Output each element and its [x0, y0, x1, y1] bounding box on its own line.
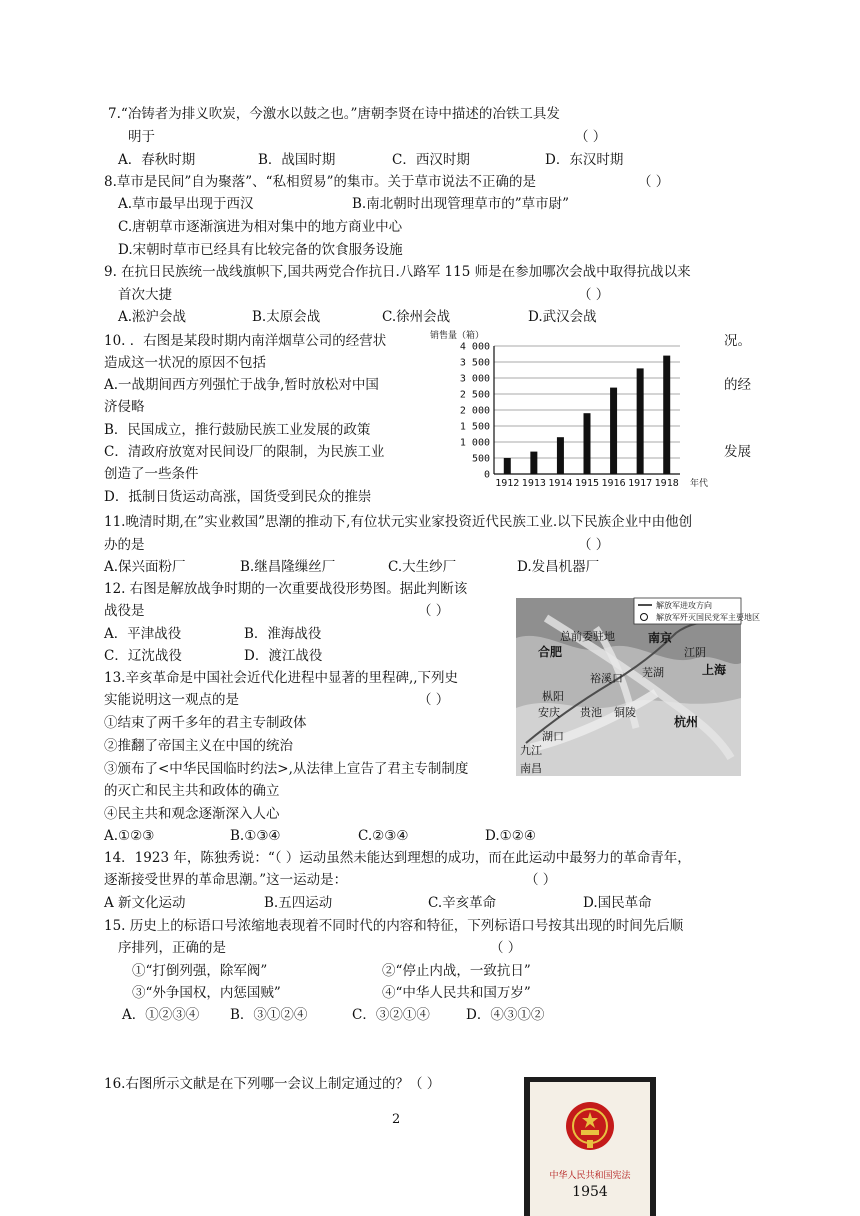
- chart-x-label: 年代: [690, 479, 709, 489]
- q13-item-1: ①结束了两千多年的君主专制政体: [104, 715, 307, 731]
- q9-option-a: A.淞沪会战: [118, 309, 187, 325]
- national-emblem-icon: [564, 1100, 616, 1152]
- constitution-cover-image: [524, 1077, 656, 1216]
- q11-answer-bracket: （ ）: [578, 537, 610, 553]
- q11-stem-line2: 办的是: [104, 537, 145, 553]
- q11-option-a: A.保兴面粉厂: [104, 559, 186, 575]
- q11-option-b: B.继昌隆缫丝厂: [240, 559, 336, 575]
- map-label-hq: 总前委驻地: [560, 630, 615, 643]
- q9-option-b: B.太原会战: [252, 309, 321, 325]
- q14-option-c: C.辛亥革命: [428, 895, 497, 911]
- q13-item-3-cont: 的灭亡和民主共和政体的确立: [104, 783, 280, 799]
- q9-option-d: D.武汉会战: [528, 309, 597, 325]
- q13-item-4: ④民主共和观念逐渐深入人心: [104, 806, 280, 822]
- chart-y-tick-label: 2 000: [459, 405, 490, 417]
- map-label-shanghai: 上海: [702, 663, 727, 677]
- q8-option-c: C.唐朝草市逐渐演进为相对集中的地方商业中心: [118, 219, 403, 235]
- chart-bar-1913: [530, 452, 537, 474]
- q13-answer-bracket: （ ）: [418, 692, 450, 708]
- chart-x-tick-label: 1916: [601, 478, 626, 489]
- q9-answer-bracket: （ ）: [578, 287, 610, 303]
- chart-bar-1918: [663, 356, 670, 474]
- q13-option-b: B.①③④: [230, 828, 281, 844]
- map-label-nanchang: 南昌: [520, 762, 542, 775]
- chart-y-tick-label: 4 000: [459, 341, 490, 353]
- map-label-hefei: 合肥: [538, 645, 563, 659]
- q7-option-c: C．西汉时期: [392, 152, 470, 168]
- q7-stem-line1: 7.“冶铸者为排义吹炭，今激水以鼓之也。”唐朝李贤在诗中描述的冶铁工具发: [108, 106, 560, 122]
- sales-bar-chart: [428, 326, 720, 494]
- q14-option-a: A 新文化运动: [104, 895, 186, 911]
- q13-stem-line2: 实能说明这一观点的是: [104, 692, 239, 708]
- q8-stem: 8.草市是民间”自为聚落”、“私相贸易”的集市。关于草市说法不正确的是: [104, 174, 536, 190]
- q15-slogan-4: ④“中华人民共和国万岁”: [382, 985, 531, 1001]
- map-label-wuhu: 芜湖: [642, 666, 664, 679]
- q10-option-a-line1-end: 的经: [724, 377, 751, 393]
- q12-option-b: B．淮海战役: [244, 626, 322, 642]
- q7-option-d: D．东汉时期: [545, 152, 624, 168]
- q9-stem-line1: 9. 在抗日民族统一战线旗帜下,国共两党合作抗日.八路军 115 师是在参加哪次会战中取得抗战以来: [104, 264, 691, 280]
- chart-x-tick-label: 1914: [548, 478, 573, 489]
- battle-situation-map: [516, 598, 760, 776]
- chart-y-tick-label: 3 500: [459, 357, 490, 369]
- q15-slogan-2: ②“停止内战，一致抗日”: [382, 963, 531, 979]
- q7-option-b: B．战国时期: [258, 152, 336, 168]
- q7-option-a: A．春秋时期: [118, 152, 196, 168]
- q15-answer-bracket: （ ）: [490, 940, 522, 956]
- q12-option-a: A．平津战役: [104, 626, 182, 642]
- page-number: 2: [392, 1112, 401, 1127]
- chart-y-tick-label: 500: [471, 453, 490, 465]
- q10-option-b: B．民国成立，推行鼓励民族工业发展的政策: [104, 422, 371, 438]
- chart-bar-1914: [557, 437, 564, 474]
- chart-bar-1912: [504, 458, 511, 474]
- q15-stem-line2: 序排列，正确的是: [118, 940, 226, 956]
- cover-page: [530, 1082, 650, 1216]
- q14-option-d: D.国民革命: [583, 895, 652, 911]
- q8-option-b: B.南北朝时出现管理草市的”草市尉”: [352, 196, 570, 212]
- q7-answer-bracket: （ ）: [575, 129, 607, 145]
- q12-stem-line2: 战役是: [104, 603, 145, 619]
- q13-stem-line1: 13.辛亥革命是中国社会近代化进程中显著的里程碑,,下列史: [104, 670, 459, 686]
- q11-option-c: C.大生纱厂: [388, 559, 457, 575]
- q9-stem-line2: 首次大捷: [118, 287, 172, 303]
- q15-stem-line1: 15. 历史上的标语口号浓缩地表现着不同时代的内容和特征，下列标语口号按其出现的时间先后顺: [104, 918, 684, 934]
- q13-item-2: ②推翻了帝国主义在中国的统治: [104, 738, 293, 754]
- q14-stem-line2: 逐渐接受世界的革命思潮。”这一运动是：: [104, 872, 348, 888]
- map-label-yuxikou: 裕溪口: [590, 672, 623, 685]
- q16-stem: 16.右图所示文献是在下列哪一会议上制定通过的？（ ）: [104, 1076, 441, 1092]
- q10-option-c-line1: C．清政府放宽对民间设厂的限制，为民族工业: [104, 444, 385, 460]
- q15-option-a: A．①②③④: [122, 1007, 200, 1023]
- map-label-jiangyin: 江阴: [684, 646, 706, 659]
- chart-y-tick-label: 1 500: [459, 421, 490, 433]
- chart-y-label: 销售量（箱）: [430, 331, 485, 341]
- q15-option-c: C．③②①④: [352, 1007, 430, 1023]
- map-label-tongling: 铜陵: [614, 706, 636, 719]
- q9-option-c: C.徐州会战: [382, 309, 451, 325]
- map-label-guichi: 贵池: [580, 706, 602, 719]
- q10-option-c-line1-end: 发展: [724, 444, 751, 460]
- cover-title: 中华人民共和国宪法: [549, 1171, 631, 1181]
- q10-option-d: D．抵制日货运动高涨，国货受到民众的推崇: [104, 489, 372, 505]
- q7-stem-line2: 明于: [128, 129, 155, 145]
- q10-option-a-line1: A.一战期间西方列强忙于战争,暂时放松对中国: [104, 377, 379, 393]
- legend-item-annihilate: 解放军歼灭国民党军主要地区: [656, 613, 760, 622]
- q15-slogan-1: ①“打倒列强，除军阀”: [132, 963, 268, 979]
- q12-stem-line1: 12. 右图是解放战争时期的一次重要战役形势图。据此判断该: [104, 581, 468, 597]
- map-label-anqing: 安庆: [538, 706, 560, 719]
- q13-option-c: C.②③④: [358, 828, 409, 844]
- q8-answer-bracket: （ ）: [638, 174, 670, 190]
- q12-option-c: C．辽沈战役: [104, 648, 182, 664]
- chart-bar-1916: [610, 388, 617, 474]
- q8-option-d: D.宋朝时草市已经具有比较完备的饮食服务设施: [118, 242, 403, 258]
- map-label-zongyang: 枞阳: [542, 690, 564, 703]
- q10-stem-line1-end: 况。: [724, 333, 751, 349]
- chart-x-tick-label: 1918: [654, 478, 679, 489]
- q15-option-d: D．④③①②: [466, 1007, 545, 1023]
- q11-option-d: D.发昌机器厂: [517, 559, 600, 575]
- q10-option-c-line2: 创造了一些条件: [104, 466, 199, 482]
- chart-bar-1915: [584, 413, 591, 474]
- chart-bars: [504, 356, 670, 474]
- q10-stem-line1: 10. ．右图是某段时期内南洋烟草公司的经营状: [104, 333, 387, 349]
- q12-option-d: D．渡江战役: [244, 648, 323, 664]
- chart-y-tick-label: 1 000: [459, 437, 490, 449]
- q14-option-b: B.五四运动: [264, 895, 333, 911]
- q13-option-a: A.①②③: [104, 828, 155, 844]
- q15-option-b: B．③①②④: [230, 1007, 308, 1023]
- map-label-nanjing: 南京: [648, 631, 673, 645]
- chart-y-tick-label: 2 500: [459, 389, 490, 401]
- legend-item-attack: 解放军进攻方向: [656, 601, 712, 610]
- map-label-hukou: 湖口: [542, 730, 564, 743]
- chart-x-tick-label: 1912: [495, 478, 520, 489]
- q13-option-d: D.①②④: [485, 828, 536, 844]
- chart-x-ticks: [495, 478, 679, 489]
- q14-stem-line1: 14．1923 年，陈独秀说：“（ ）运动虽然未能达到理想的成功，而在此运动中最努力的革命青年，: [104, 850, 691, 866]
- q8-option-a: A.草市最早出现于西汉: [118, 196, 254, 212]
- q10-option-a-line2: 济侵略: [104, 399, 145, 415]
- chart-x-tick-label: 1913: [521, 478, 546, 489]
- map-label-jiujiang: 九江: [520, 744, 542, 757]
- q11-stem-line1: 11.晚清时期,在”实业救国”思潮的推动下,有位状元实业家投资近代民族工业.以下民族企业中由他创: [104, 514, 693, 530]
- chart-bar-1917: [637, 368, 644, 474]
- q14-answer-bracket: （ ）: [525, 872, 557, 888]
- q13-item-3: ③颁布了<中华民国临时约法>,从法律上宣告了君主专制制度: [104, 761, 469, 777]
- map-label-hangzhou: 杭州: [674, 715, 699, 729]
- chart-x-tick-label: 1915: [574, 478, 600, 489]
- chart-y-tick-label: 0: [483, 469, 490, 481]
- q12-answer-bracket: （ ）: [418, 603, 450, 619]
- chart-x-tick-label: 1917: [628, 478, 653, 489]
- chart-y-ticks: [460, 342, 490, 481]
- chart-y-tick-label: 3 000: [459, 373, 490, 385]
- q15-slogan-3: ③“外争国权，内惩国贼”: [132, 985, 281, 1001]
- q10-stem-line2: 造成这一状况的原因不包括: [104, 355, 266, 371]
- cover-year: 1954: [572, 1184, 608, 1200]
